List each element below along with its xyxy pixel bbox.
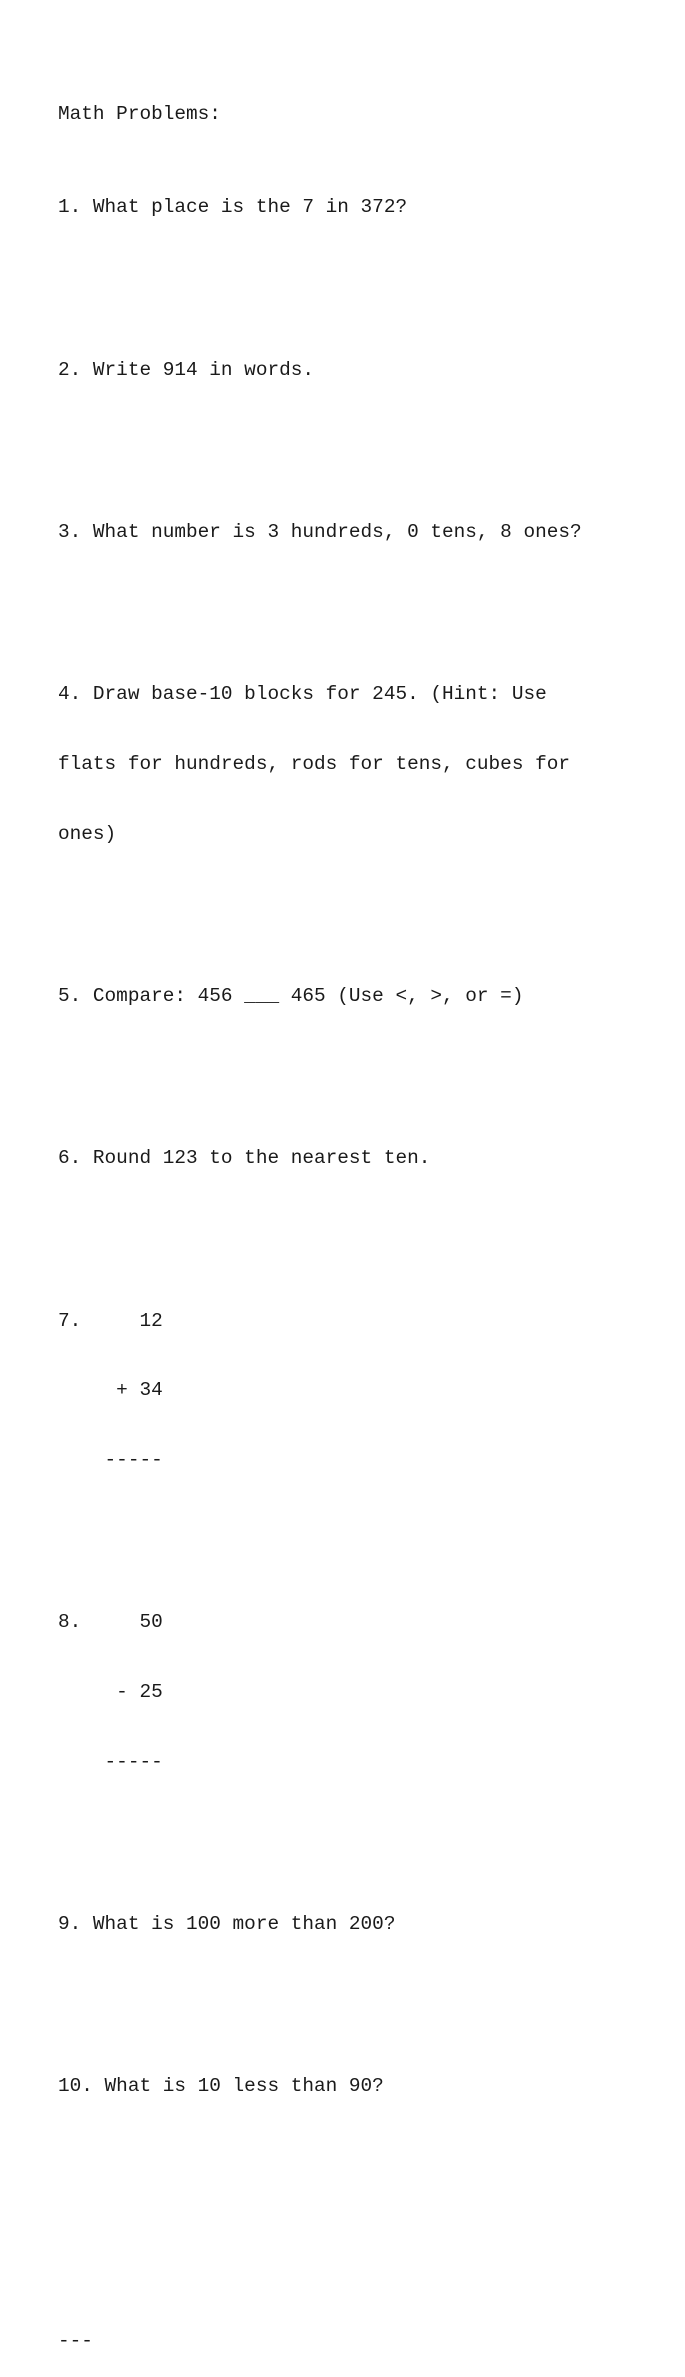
- problem-8-line-1: 8. 50: [58, 1611, 163, 1634]
- problem-4-line-3: ones): [58, 822, 117, 845]
- problem-10-line-1: 10. What is 10 less than 90?: [58, 2075, 384, 2098]
- spacer: [58, 1820, 668, 1843]
- problem-7-line-1: 7. 12: [58, 1309, 163, 1332]
- problem-6-line-1: 6. Round 123 to the nearest ten.: [58, 1147, 431, 1170]
- spacer: [58, 1055, 668, 1078]
- problem-8-line-2: - 25: [58, 1680, 163, 1703]
- spacer: [58, 2238, 668, 2261]
- problem-5-line-1: 5. Compare: 456 ___ 465 (Use <, >, or =): [58, 984, 524, 1007]
- spacer: [58, 266, 668, 289]
- problem-4-line-1: 4. Draw base-10 blocks for 245. (Hint: Use: [58, 683, 547, 706]
- spacer: [58, 591, 668, 614]
- problem-8-line-3: -----: [58, 1750, 163, 1773]
- problem-4-line-2: flats for hundreds, rods for tens, cubes for: [58, 752, 570, 775]
- spacer: [58, 428, 668, 451]
- problem-3-line-1: 3. What number is 3 hundreds, 0 tens, 8 ones?: [58, 520, 582, 543]
- problem-9-line-1: 9. What is 100 more than 200?: [58, 1912, 396, 1935]
- worksheet-document: [58, 57, 668, 2377]
- separator-rule: ---: [58, 2330, 93, 2353]
- problem-1-line-1: 1. What place is the 7 in 372?: [58, 196, 408, 219]
- spacer: [58, 2145, 668, 2191]
- spacer: [58, 1982, 668, 2005]
- spacer: [58, 892, 668, 915]
- problem-7-line-3: -----: [58, 1448, 163, 1471]
- spacer: [58, 1519, 668, 1542]
- problem-2-line-1: 2. Write 914 in words.: [58, 358, 314, 381]
- worksheet-title: Math Problems:: [58, 103, 221, 126]
- problem-7-line-2: + 34: [58, 1379, 163, 1402]
- spacer: [58, 1217, 668, 1240]
